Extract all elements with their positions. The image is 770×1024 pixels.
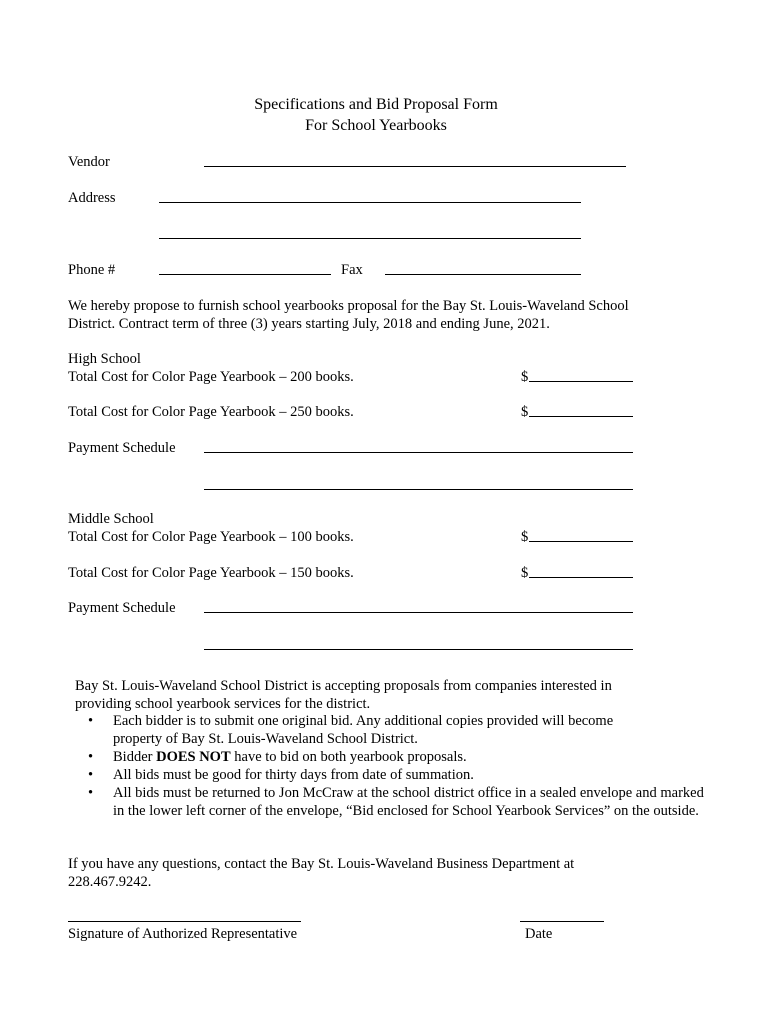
hs-cost-250-field[interactable] xyxy=(529,416,633,417)
bullet-icon: • xyxy=(88,713,94,729)
bullet-icon: • xyxy=(88,767,94,783)
ms-cost-150-currency: $ xyxy=(521,565,529,581)
hs-cost-200-label: Total Cost for Color Page Yearbook – 200 books. xyxy=(68,369,354,385)
high-school-heading: High School xyxy=(68,351,141,367)
ms-payment-schedule-field-1[interactable] xyxy=(204,612,633,613)
signature-label: Signature of Authorized Representative xyxy=(68,926,298,942)
vendor-field[interactable] xyxy=(204,166,626,167)
ms-cost-150-field[interactable] xyxy=(529,577,633,578)
hs-cost-200-field[interactable] xyxy=(529,381,633,382)
bullet-icon: • xyxy=(88,749,94,765)
ms-payment-schedule-field-2[interactable] xyxy=(204,649,633,650)
bullet-icon: • xyxy=(88,785,94,801)
address-field-line-1[interactable] xyxy=(159,202,581,203)
intro-paragraph: We hereby propose to furnish school yearbooks proposal for the Bay St. Louis-Waveland School District. Contract term of three (3) years starting July, 2018 and ending June, 2021. xyxy=(68,298,629,332)
form-title: Specifications and Bid Proposal Form xyxy=(254,96,498,113)
phone-label: Phone # xyxy=(68,262,116,278)
ms-cost-100-currency: $ xyxy=(521,529,529,545)
date-field[interactable] xyxy=(520,921,604,922)
ms-cost-100-field[interactable] xyxy=(529,541,633,542)
bullet-text-prefix: Bidder xyxy=(113,749,157,765)
hs-cost-200-currency: $ xyxy=(521,369,529,385)
hs-cost-250-currency: $ xyxy=(521,404,529,420)
bullet-text-emphasis: DOES NOT xyxy=(156,749,231,765)
phone-field[interactable] xyxy=(159,274,331,275)
notice-bullet-list xyxy=(88,712,704,820)
bullet-text: All bids must be good for thirty days from date of summation. xyxy=(113,767,474,783)
fax-field[interactable] xyxy=(385,274,581,275)
ms-cost-150-label: Total Cost for Color Page Yearbook – 150 books. xyxy=(68,565,354,581)
notice-bullet-item xyxy=(88,712,658,748)
contact-paragraph: If you have any questions, contact the Bay St. Louis-Waveland Business Department at 228.467.9242. xyxy=(68,856,575,890)
address-field-line-2[interactable] xyxy=(159,238,581,239)
address-label: Address xyxy=(68,190,116,206)
ms-cost-100-label: Total Cost for Color Page Yearbook – 100 books. xyxy=(68,529,354,545)
ms-payment-schedule-label: Payment Schedule xyxy=(68,600,176,616)
notice-intro: Bay St. Louis-Waveland School District is accepting proposals from companies interested in providing school yearbook services for the district. xyxy=(75,678,612,712)
bullet-text-suffix: have to bid on both yearbook proposals. xyxy=(230,749,467,765)
hs-cost-250-label: Total Cost for Color Page Yearbook – 250 books. xyxy=(68,404,354,420)
notice-bullet-item xyxy=(88,748,698,766)
form-subtitle: For School Yearbooks xyxy=(305,117,447,134)
date-label: Date xyxy=(525,926,553,942)
notice-bullet-item xyxy=(88,766,698,784)
middle-school-heading: Middle School xyxy=(68,511,154,527)
vendor-label: Vendor xyxy=(68,154,110,170)
signature-field[interactable] xyxy=(68,921,301,922)
hs-payment-schedule-field-1[interactable] xyxy=(204,452,633,453)
notice-bullet-item xyxy=(88,784,705,820)
fax-label: Fax xyxy=(341,262,363,278)
bullet-text: Each bidder is to submit one original bid. Any additional copies provided will become property of Bay St. Louis-Waveland School District. xyxy=(113,713,614,747)
hs-payment-schedule-label: Payment Schedule xyxy=(68,440,176,456)
bullet-text: All bids must be returned to Jon McCraw at the school district office in a sealed envelope and marked in the lower left corner of the envelope, “Bid enclosed for School Yearbook Services” on the outside. xyxy=(113,785,704,819)
hs-payment-schedule-field-2[interactable] xyxy=(204,489,633,490)
